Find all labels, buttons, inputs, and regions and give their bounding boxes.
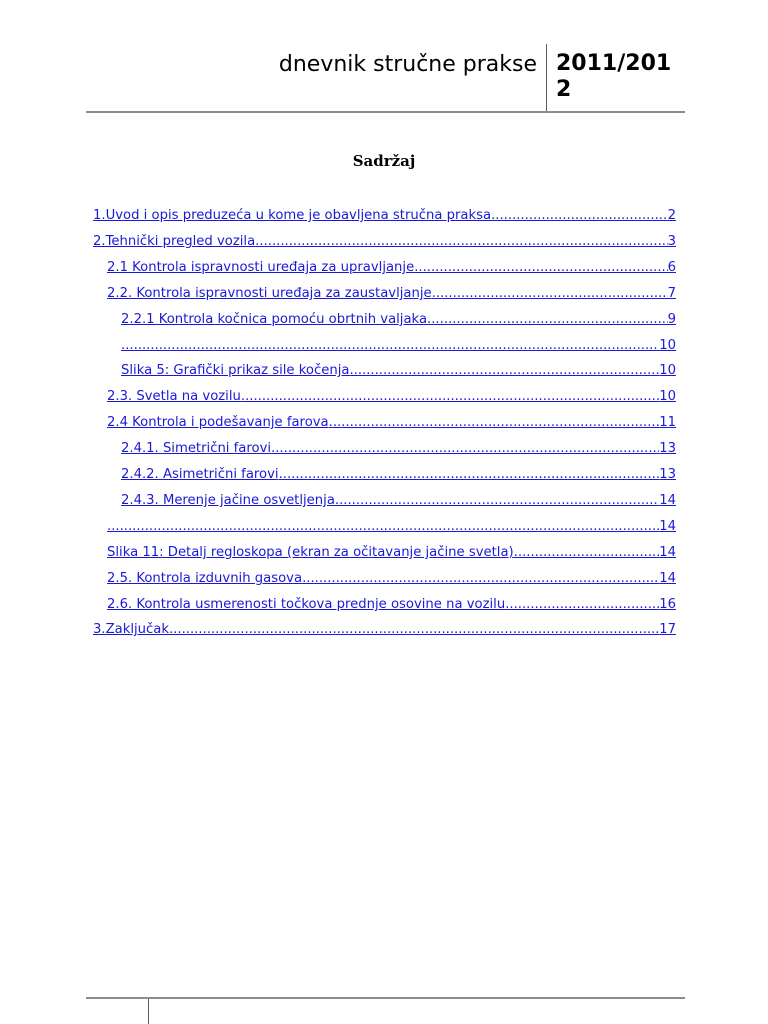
toc-entry-label: 2.2.1 Kontrola kočnica pomoću obrtnih valjaka [121,312,428,327]
header-divider [546,44,547,111]
toc-entry-label: 2.Tehnički pregled vozila [93,234,256,249]
toc-dot-leader [255,232,667,252]
toc-heading: Sadržaj [352,152,416,170]
toc-entry-page: 9 [667,312,676,327]
toc-entry[interactable] [107,258,676,278]
footer-rule [86,997,685,999]
toc-entry[interactable] [121,465,676,485]
toc-entry-label: 2.3. Svetla na vozilu [107,389,241,404]
toc-entry[interactable] [107,517,676,537]
toc-entry-page: 13 [659,441,676,456]
toc-dot-leader [271,439,659,459]
footer-divider [148,999,149,1024]
toc-entry-page: 10 [659,363,676,378]
toc-entry[interactable] [107,595,676,615]
toc-entry[interactable] [121,491,676,511]
toc-entry-label: 2.1 Kontrola ispravnosti uređaja za upravljanje [107,260,415,275]
toc-entry-label: 2.4 Kontrola i podešavanje farova [107,415,329,430]
page-header [86,44,685,113]
toc-entry[interactable] [107,284,676,304]
toc-entry-page: 14 [659,493,676,508]
toc-entry[interactable] [121,439,676,459]
toc-dot-leader [279,465,660,485]
toc-entry-page: 14 [659,545,676,560]
toc-entry-label: 2.5. Kontrola izduvnih gasova [107,571,303,586]
toc-dot-leader [349,361,659,381]
toc-entry-page: 11 [659,415,676,430]
toc-entry-page: 3 [667,234,676,249]
toc-entry-page: 10 [659,389,676,404]
toc-entry-label: 2.6. Kontrola usmerenosti točkova prednje osovine na vozilu [107,597,506,612]
toc-dot-leader [302,569,659,589]
toc-dot-leader [169,620,659,640]
toc-entry-page: 14 [659,519,676,534]
toc-entry-label: 1.Uvod i opis preduzeća u kome je obavljena stručna praksa [93,208,492,223]
toc-dot-leader [432,284,668,304]
toc-entry-page: 14 [659,571,676,586]
toc-entry[interactable] [93,232,676,252]
toc-entry-page: 16 [659,597,676,612]
toc-entry-page: 7 [667,286,676,301]
toc-entry[interactable] [93,206,676,226]
toc-dot-leader [414,258,667,278]
toc-entry-page: 10 [659,338,676,353]
toc-entry[interactable] [107,569,676,589]
toc-dot-leader [329,413,660,433]
toc-dot-leader [121,336,659,356]
toc-entry-label: 2.4.1. Simetrični farovi [121,441,272,456]
toc-dot-leader [107,517,659,537]
toc-dot-leader [505,595,659,615]
toc-entry[interactable] [121,361,676,381]
toc-entry-label: Slika 5: Grafički prikaz sile kočenja [121,363,350,378]
toc-dot-leader [241,387,659,407]
toc-entry-label: 2.2. Kontrola ispravnosti uređaja za zaustavljanje [107,286,432,301]
toc-dot-leader [335,491,659,511]
toc-entry-label: 3.Zaključak [93,622,169,637]
toc-dot-leader [491,206,668,226]
toc-entry-label: 2.4.2. Asimetrični farovi [121,467,279,482]
toc-entry[interactable] [93,620,676,640]
toc-dot-leader [514,543,660,563]
toc-entry[interactable] [121,310,676,330]
toc-dot-leader [427,310,668,330]
toc-entry[interactable] [107,387,676,407]
toc-entry[interactable] [107,543,676,563]
document-title: dnevnik stručne prakse [278,52,537,77]
toc-entry[interactable] [107,413,676,433]
toc-entry-label: 2.4.3. Merenje jačine osvetljenja [121,493,335,508]
toc-entry-page: 13 [659,467,676,482]
toc-entry-page: 2 [667,208,676,223]
toc-entry-page: 6 [667,260,676,275]
toc-entry[interactable] [121,336,676,356]
toc-entry-label: Slika 11: Detalj regloskopa (ekran za očitavanje jačine svetla) [107,545,514,560]
school-year: 2011/2012 [556,51,672,102]
toc-entry-page: 17 [659,622,676,637]
